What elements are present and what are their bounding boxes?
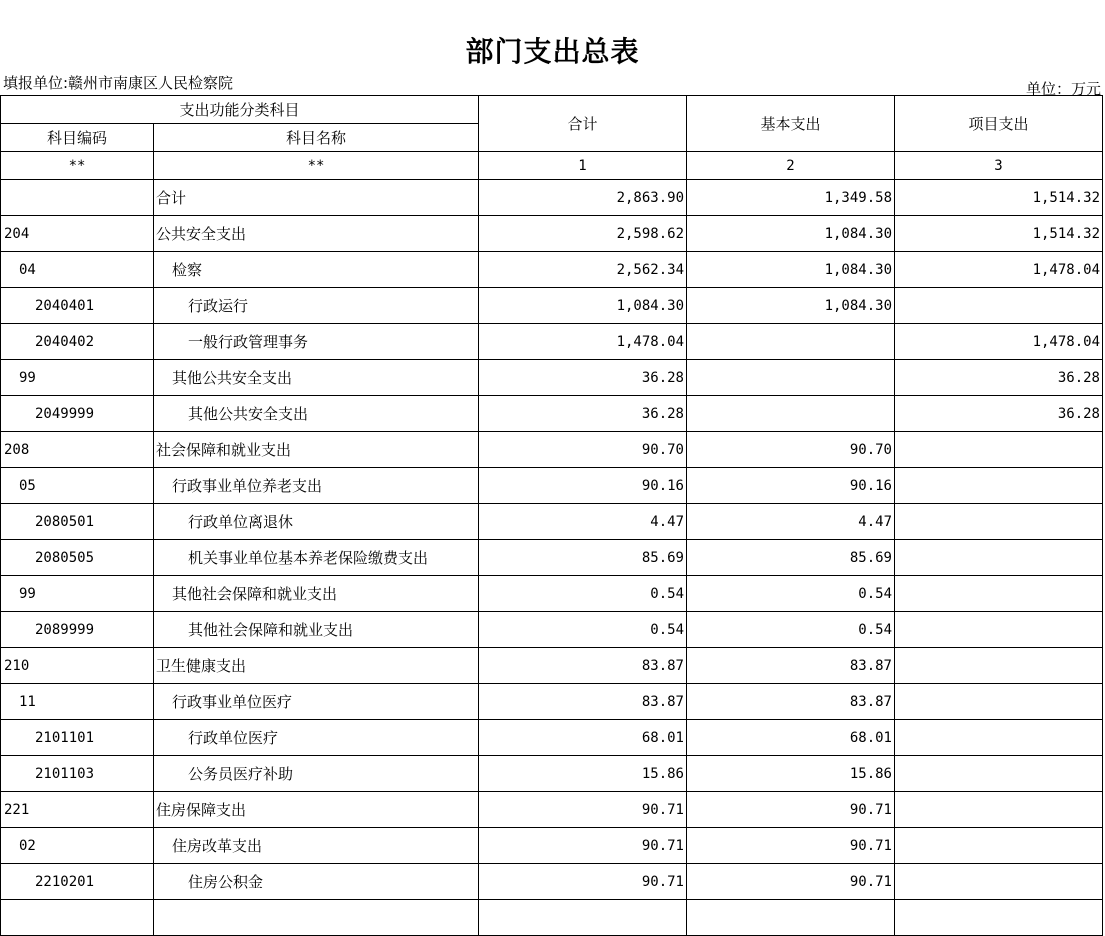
cell-code: 2101101 bbox=[1, 720, 154, 756]
cell-basic: 85.69 bbox=[687, 540, 895, 576]
cell-name: 公务员医疗补助 bbox=[154, 756, 479, 792]
cell-project bbox=[895, 612, 1103, 648]
cell-project bbox=[895, 756, 1103, 792]
cell-project bbox=[895, 648, 1103, 684]
table-row bbox=[1, 864, 1103, 900]
cell-name bbox=[154, 900, 479, 936]
cell-code: 204 bbox=[1, 216, 154, 252]
cell-name: 行政运行 bbox=[154, 288, 479, 324]
cell-total: 90.71 bbox=[479, 864, 687, 900]
cell-basic: 68.01 bbox=[687, 720, 895, 756]
cell-basic: 1,084.30 bbox=[687, 252, 895, 288]
table-row bbox=[1, 684, 1103, 720]
cell-total: 90.70 bbox=[479, 432, 687, 468]
cell-name: 卫生健康支出 bbox=[154, 648, 479, 684]
cell-project bbox=[895, 576, 1103, 612]
header-code: 科目编码 bbox=[1, 124, 154, 152]
table-row bbox=[1, 648, 1103, 684]
cell-basic: 83.87 bbox=[687, 648, 895, 684]
cell-project bbox=[895, 684, 1103, 720]
table-row bbox=[1, 360, 1103, 396]
table-row bbox=[1, 756, 1103, 792]
table-row bbox=[1, 576, 1103, 612]
header-row-1 bbox=[1, 96, 1103, 124]
cell-code bbox=[1, 900, 154, 936]
cell-project bbox=[895, 900, 1103, 936]
cell-name: 行政事业单位养老支出 bbox=[154, 468, 479, 504]
cell-project: 1,514.32 bbox=[895, 180, 1103, 216]
cell-project bbox=[895, 540, 1103, 576]
cell-code: 2210201 bbox=[1, 864, 154, 900]
cell-basic bbox=[687, 900, 895, 936]
cell-name: 行政单位医疗 bbox=[154, 720, 479, 756]
table-row bbox=[1, 504, 1103, 540]
cell-code: 2080501 bbox=[1, 504, 154, 540]
cell-total: 85.69 bbox=[479, 540, 687, 576]
cell-basic: 1,349.58 bbox=[687, 180, 895, 216]
cell-basic: 0.54 bbox=[687, 612, 895, 648]
cell-basic: 4.47 bbox=[687, 504, 895, 540]
index-project: 3 bbox=[895, 152, 1103, 180]
cell-project bbox=[895, 288, 1103, 324]
cell-project: 36.28 bbox=[895, 396, 1103, 432]
expenditure-table bbox=[0, 95, 1103, 936]
page-title: 部门支出总表 bbox=[465, 35, 640, 68]
cell-total: 90.16 bbox=[479, 468, 687, 504]
cell-code: 210 bbox=[1, 648, 154, 684]
cell-code: 04 bbox=[1, 252, 154, 288]
header-index-row bbox=[1, 152, 1103, 180]
index-name: ** bbox=[154, 152, 479, 180]
table-row bbox=[1, 540, 1103, 576]
cell-total: 0.54 bbox=[479, 576, 687, 612]
cell-total: 1,478.04 bbox=[479, 324, 687, 360]
cell-basic: 90.70 bbox=[687, 432, 895, 468]
cell-basic bbox=[687, 360, 895, 396]
cell-name: 其他社会保障和就业支出 bbox=[154, 576, 479, 612]
table-row bbox=[1, 612, 1103, 648]
cell-code bbox=[1, 180, 154, 216]
cell-total bbox=[479, 900, 687, 936]
cell-project: 1,478.04 bbox=[895, 252, 1103, 288]
cell-total: 36.28 bbox=[479, 396, 687, 432]
currency-unit: 单位：万元 bbox=[1025, 80, 1101, 98]
cell-name: 社会保障和就业支出 bbox=[154, 432, 479, 468]
index-basic: 2 bbox=[687, 152, 895, 180]
cell-total: 90.71 bbox=[479, 792, 687, 828]
table-row bbox=[1, 288, 1103, 324]
cell-basic: 83.87 bbox=[687, 684, 895, 720]
cell-name: 合计 bbox=[154, 180, 479, 216]
index-total: 1 bbox=[479, 152, 687, 180]
cell-total: 0.54 bbox=[479, 612, 687, 648]
cell-name: 其他公共安全支出 bbox=[154, 396, 479, 432]
cell-basic bbox=[687, 324, 895, 360]
cell-name: 行政单位离退休 bbox=[154, 504, 479, 540]
cell-total: 90.71 bbox=[479, 828, 687, 864]
cell-name: 住房公积金 bbox=[154, 864, 479, 900]
cell-name: 一般行政管理事务 bbox=[154, 324, 479, 360]
cell-code: 05 bbox=[1, 468, 154, 504]
cell-total: 4.47 bbox=[479, 504, 687, 540]
cell-code: 99 bbox=[1, 576, 154, 612]
cell-basic: 0.54 bbox=[687, 576, 895, 612]
cell-project bbox=[895, 432, 1103, 468]
cell-code: 221 bbox=[1, 792, 154, 828]
reporting-unit: 填报单位:赣州市南康区人民检察院 bbox=[3, 74, 234, 92]
cell-project bbox=[895, 720, 1103, 756]
cell-name: 其他公共安全支出 bbox=[154, 360, 479, 396]
cell-total: 15.86 bbox=[479, 756, 687, 792]
table-row bbox=[1, 900, 1103, 936]
header-total: 合计 bbox=[479, 96, 687, 152]
cell-basic: 15.86 bbox=[687, 756, 895, 792]
cell-total: 68.01 bbox=[479, 720, 687, 756]
table-row bbox=[1, 468, 1103, 504]
cell-project bbox=[895, 864, 1103, 900]
table-row bbox=[1, 432, 1103, 468]
table-row bbox=[1, 180, 1103, 216]
cell-project: 36.28 bbox=[895, 360, 1103, 396]
cell-code: 2049999 bbox=[1, 396, 154, 432]
cell-code: 11 bbox=[1, 684, 154, 720]
cell-total: 2,598.62 bbox=[479, 216, 687, 252]
cell-code: 99 bbox=[1, 360, 154, 396]
cell-code: 2040401 bbox=[1, 288, 154, 324]
cell-project bbox=[895, 504, 1103, 540]
table-row bbox=[1, 396, 1103, 432]
cell-total: 2,562.34 bbox=[479, 252, 687, 288]
header-basic: 基本支出 bbox=[687, 96, 895, 152]
cell-project bbox=[895, 828, 1103, 864]
cell-project: 1,514.32 bbox=[895, 216, 1103, 252]
cell-basic: 90.71 bbox=[687, 792, 895, 828]
table-row bbox=[1, 216, 1103, 252]
cell-name: 检察 bbox=[154, 252, 479, 288]
cell-basic bbox=[687, 396, 895, 432]
cell-name: 行政事业单位医疗 bbox=[154, 684, 479, 720]
header-project: 项目支出 bbox=[895, 96, 1103, 152]
cell-name: 其他社会保障和就业支出 bbox=[154, 612, 479, 648]
cell-total: 83.87 bbox=[479, 684, 687, 720]
cell-name: 公共安全支出 bbox=[154, 216, 479, 252]
header-group: 支出功能分类科目 bbox=[1, 96, 479, 124]
cell-code: 2101103 bbox=[1, 756, 154, 792]
cell-basic: 90.71 bbox=[687, 828, 895, 864]
cell-basic: 90.16 bbox=[687, 468, 895, 504]
cell-basic: 1,084.30 bbox=[687, 216, 895, 252]
cell-code: 2080505 bbox=[1, 540, 154, 576]
cell-total: 1,084.30 bbox=[479, 288, 687, 324]
index-code: ** bbox=[1, 152, 154, 180]
table-row bbox=[1, 828, 1103, 864]
cell-code: 2089999 bbox=[1, 612, 154, 648]
cell-total: 2,863.90 bbox=[479, 180, 687, 216]
cell-code: 2040402 bbox=[1, 324, 154, 360]
cell-name: 住房改革支出 bbox=[154, 828, 479, 864]
cell-basic: 90.71 bbox=[687, 864, 895, 900]
cell-name: 住房保障支出 bbox=[154, 792, 479, 828]
cell-total: 83.87 bbox=[479, 648, 687, 684]
cell-name: 机关事业单位基本养老保险缴费支出 bbox=[154, 540, 479, 576]
cell-project bbox=[895, 792, 1103, 828]
cell-project bbox=[895, 468, 1103, 504]
cell-total: 36.28 bbox=[479, 360, 687, 396]
cell-code: 02 bbox=[1, 828, 154, 864]
cell-code: 208 bbox=[1, 432, 154, 468]
cell-basic: 1,084.30 bbox=[687, 288, 895, 324]
table-row bbox=[1, 792, 1103, 828]
table-row bbox=[1, 324, 1103, 360]
table-row bbox=[1, 252, 1103, 288]
cell-project: 1,478.04 bbox=[895, 324, 1103, 360]
header-name: 科目名称 bbox=[154, 124, 479, 152]
table-row bbox=[1, 720, 1103, 756]
